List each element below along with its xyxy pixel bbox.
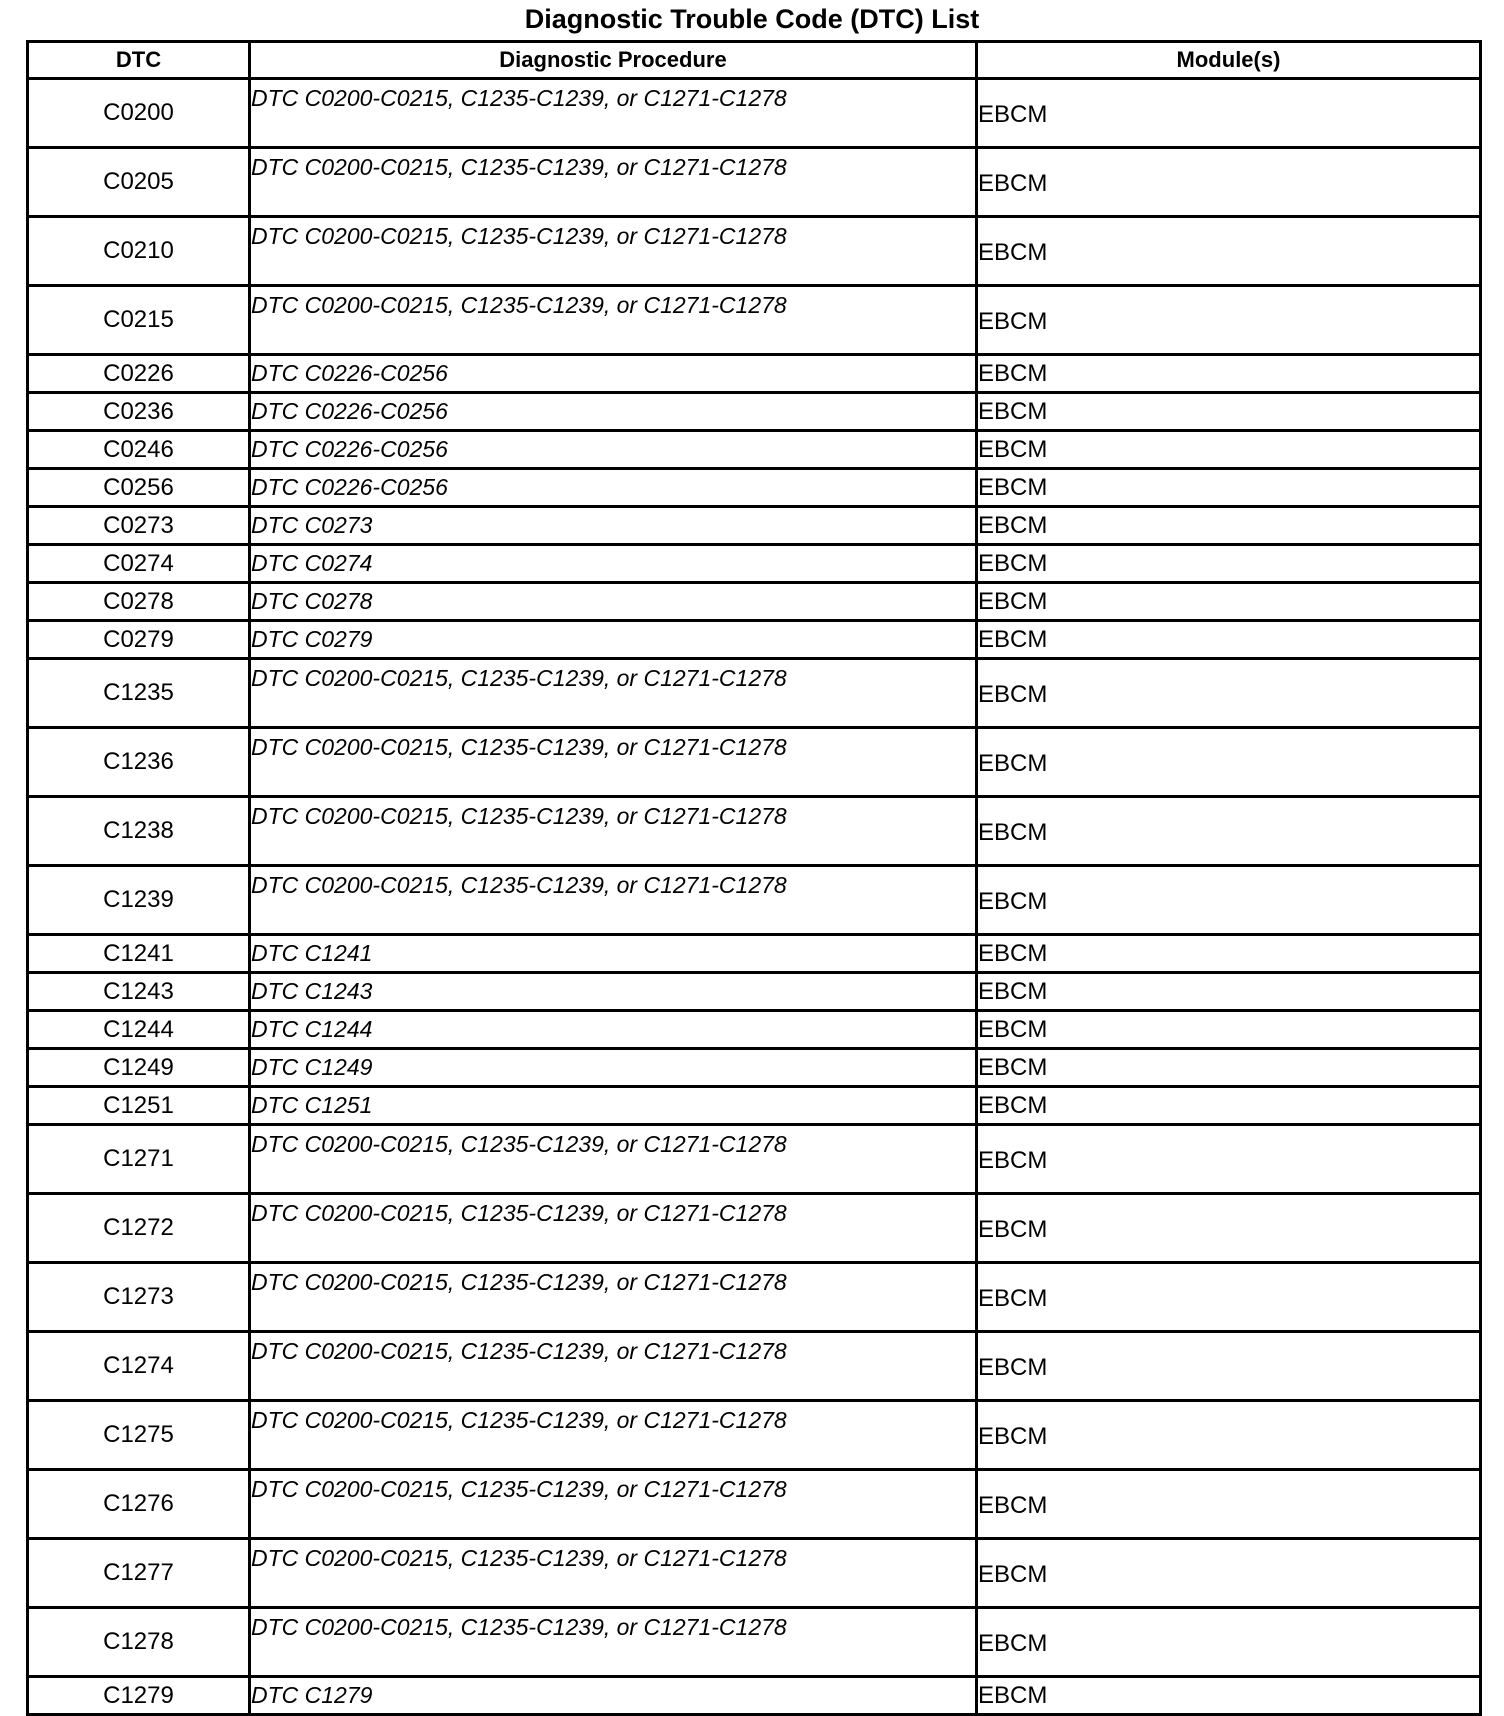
dtc-code-cell: C1244 (28, 1011, 250, 1049)
dtc-code-cell: C1279 (28, 1677, 250, 1715)
diagnostic-procedure-cell: DTC C0273 (250, 507, 977, 545)
table-row (28, 797, 1481, 866)
dtc-code-cell: C0210 (28, 217, 250, 286)
module-cell: EBCM (977, 1539, 1481, 1608)
module-cell: EBCM (977, 1194, 1481, 1263)
table-row (28, 148, 1481, 217)
module-cell: EBCM (977, 1470, 1481, 1539)
diagnostic-procedure-cell: DTC C0200-C0215, C1235-C1239, or C1271-C1278 (250, 1470, 977, 1539)
module-cell: EBCM (977, 797, 1481, 866)
dtc-code-cell: C1251 (28, 1087, 250, 1125)
dtc-code-cell: C0200 (28, 79, 250, 148)
diagnostic-procedure-cell: DTC C1249 (250, 1049, 977, 1087)
module-cell: EBCM (977, 1125, 1481, 1194)
table-row (28, 286, 1481, 355)
table-row (28, 1677, 1481, 1715)
diagnostic-procedure-cell: DTC C1241 (250, 935, 977, 973)
diagnostic-procedure-cell: DTC C0226-C0256 (250, 393, 977, 431)
table-row (28, 728, 1481, 797)
dtc-code-cell: C1238 (28, 797, 250, 866)
dtc-code-cell: C1243 (28, 973, 250, 1011)
page-title: Diagnostic Trouble Code (DTC) List (524, 4, 980, 34)
module-cell: EBCM (977, 728, 1481, 797)
dtc-code-cell: C0215 (28, 286, 250, 355)
module-cell: EBCM (977, 545, 1481, 583)
module-cell: EBCM (977, 1011, 1481, 1049)
table-header-row (28, 42, 1481, 79)
table-row (28, 1011, 1481, 1049)
dtc-code-cell: C1249 (28, 1049, 250, 1087)
dtc-code-cell: C0256 (28, 469, 250, 507)
table-body (28, 79, 1481, 1715)
dtc-code-cell: C0279 (28, 621, 250, 659)
diagnostic-procedure-cell: DTC C0226-C0256 (250, 431, 977, 469)
module-cell: EBCM (977, 1332, 1481, 1401)
diagnostic-procedure-cell: DTC C1244 (250, 1011, 977, 1049)
table-row (28, 1332, 1481, 1401)
column-header-modules: Module(s) (977, 42, 1481, 79)
table-row (28, 1539, 1481, 1608)
module-cell: EBCM (977, 79, 1481, 148)
table-row (28, 1263, 1481, 1332)
dtc-code-cell: C1275 (28, 1401, 250, 1470)
dtc-code-cell: C1277 (28, 1539, 250, 1608)
dtc-table (26, 40, 1482, 1716)
diagnostic-procedure-cell: DTC C0200-C0215, C1235-C1239, or C1271-C1278 (250, 217, 977, 286)
diagnostic-procedure-cell: DTC C1243 (250, 973, 977, 1011)
table-row (28, 1087, 1481, 1125)
diagnostic-procedure-cell: DTC C0200-C0215, C1235-C1239, or C1271-C1278 (250, 1332, 977, 1401)
diagnostic-procedure-cell: DTC C0274 (250, 545, 977, 583)
module-cell: EBCM (977, 393, 1481, 431)
module-cell: EBCM (977, 1401, 1481, 1470)
diagnostic-procedure-cell: DTC C0278 (250, 583, 977, 621)
dtc-code-cell: C1235 (28, 659, 250, 728)
diagnostic-procedure-cell: DTC C0200-C0215, C1235-C1239, or C1271-C1278 (250, 1194, 977, 1263)
dtc-code-cell: C1241 (28, 935, 250, 973)
diagnostic-procedure-cell: DTC C0200-C0215, C1235-C1239, or C1271-C1278 (250, 1263, 977, 1332)
dtc-code-cell: C0246 (28, 431, 250, 469)
diagnostic-procedure-cell: DTC C0200-C0215, C1235-C1239, or C1271-C1278 (250, 797, 977, 866)
table-row (28, 1608, 1481, 1677)
module-cell: EBCM (977, 1677, 1481, 1715)
table-row (28, 355, 1481, 393)
table-row (28, 393, 1481, 431)
module-cell: EBCM (977, 866, 1481, 935)
dtc-code-cell: C0226 (28, 355, 250, 393)
diagnostic-procedure-cell: DTC C0200-C0215, C1235-C1239, or C1271-C1278 (250, 866, 977, 935)
table-row (28, 1401, 1481, 1470)
table-row (28, 935, 1481, 973)
diagnostic-procedure-cell: DTC C0200-C0215, C1235-C1239, or C1271-C1278 (250, 1539, 977, 1608)
table-row (28, 507, 1481, 545)
module-cell: EBCM (977, 1087, 1481, 1125)
diagnostic-procedure-cell: DTC C0200-C0215, C1235-C1239, or C1271-C1278 (250, 286, 977, 355)
module-cell: EBCM (977, 286, 1481, 355)
diagnostic-procedure-cell: DTC C0200-C0215, C1235-C1239, or C1271-C1278 (250, 1608, 977, 1677)
table-row (28, 1470, 1481, 1539)
dtc-code-cell: C1272 (28, 1194, 250, 1263)
diagnostic-procedure-cell: DTC C0226-C0256 (250, 355, 977, 393)
dtc-code-cell: C1274 (28, 1332, 250, 1401)
table-row (28, 1194, 1481, 1263)
module-cell: EBCM (977, 355, 1481, 393)
table-row (28, 866, 1481, 935)
module-cell: EBCM (977, 1263, 1481, 1332)
module-cell: EBCM (977, 1049, 1481, 1087)
dtc-code-cell: C0205 (28, 148, 250, 217)
module-cell: EBCM (977, 935, 1481, 973)
diagnostic-procedure-cell: DTC C0200-C0215, C1235-C1239, or C1271-C1278 (250, 659, 977, 728)
table-row (28, 1049, 1481, 1087)
column-header-dtc: DTC (28, 42, 250, 79)
dtc-code-cell: C1271 (28, 1125, 250, 1194)
module-cell: EBCM (977, 148, 1481, 217)
diagnostic-procedure-cell: DTC C1279 (250, 1677, 977, 1715)
module-cell: EBCM (977, 621, 1481, 659)
diagnostic-procedure-cell: DTC C0200-C0215, C1235-C1239, or C1271-C1278 (250, 1125, 977, 1194)
dtc-code-cell: C0274 (28, 545, 250, 583)
dtc-code-cell: C1239 (28, 866, 250, 935)
dtc-code-cell: C1276 (28, 1470, 250, 1539)
table-row (28, 545, 1481, 583)
diagnostic-procedure-cell: DTC C0200-C0215, C1235-C1239, or C1271-C1278 (250, 148, 977, 217)
diagnostic-procedure-cell: DTC C0200-C0215, C1235-C1239, or C1271-C1278 (250, 79, 977, 148)
module-cell: EBCM (977, 1608, 1481, 1677)
module-cell: EBCM (977, 973, 1481, 1011)
table-row (28, 79, 1481, 148)
table-row (28, 217, 1481, 286)
table-row (28, 1125, 1481, 1194)
diagnostic-procedure-cell: DTC C0279 (250, 621, 977, 659)
dtc-code-cell: C0236 (28, 393, 250, 431)
table-row (28, 431, 1481, 469)
table-row (28, 469, 1481, 507)
column-header-diagnostic-procedure: Diagnostic Procedure (250, 42, 977, 79)
module-cell: EBCM (977, 583, 1481, 621)
diagnostic-procedure-cell: DTC C0200-C0215, C1235-C1239, or C1271-C1278 (250, 728, 977, 797)
dtc-code-cell: C1273 (28, 1263, 250, 1332)
dtc-code-cell: C0278 (28, 583, 250, 621)
table-row (28, 659, 1481, 728)
module-cell: EBCM (977, 469, 1481, 507)
table-row (28, 583, 1481, 621)
diagnostic-procedure-cell: DTC C1251 (250, 1087, 977, 1125)
diagnostic-procedure-cell: DTC C0226-C0256 (250, 469, 977, 507)
table-row (28, 621, 1481, 659)
dtc-code-cell: C1278 (28, 1608, 250, 1677)
dtc-code-cell: C1236 (28, 728, 250, 797)
module-cell: EBCM (977, 431, 1481, 469)
diagnostic-procedure-cell: DTC C0200-C0215, C1235-C1239, or C1271-C1278 (250, 1401, 977, 1470)
dtc-code-cell: C0273 (28, 507, 250, 545)
module-cell: EBCM (977, 659, 1481, 728)
module-cell: EBCM (977, 217, 1481, 286)
table-row (28, 973, 1481, 1011)
module-cell: EBCM (977, 507, 1481, 545)
